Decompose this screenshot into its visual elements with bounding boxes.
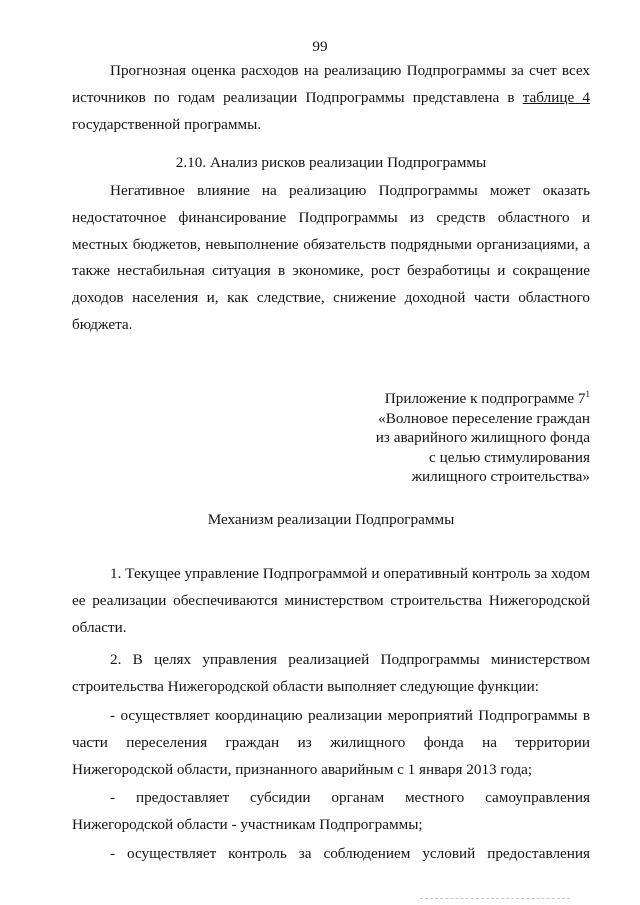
item-1: 1. Текущее управление Подпрограммой и оперативный контроль за ходом ее реализации обеспечиваются министерством строительства Нижегородской области.: [72, 565, 590, 636]
mechanism-items: [72, 561, 590, 868]
scan-footer-mark: [420, 898, 570, 901]
appendix-line-1: [340, 389, 590, 409]
appendix-line-2: «Волновое переселение граждан: [378, 409, 590, 427]
forecast-paragraph-block: [72, 58, 590, 138]
appendix-superscript: 1: [585, 388, 590, 399]
item-2a: - осуществляет координацию реализации мероприятий Подпрограммы в части переселения граждан из жилищного фонда на территории Нижегородской области, признанного аварийным с 1 января 2013 года;: [72, 706, 590, 778]
page-number: 99: [312, 38, 328, 55]
forecast-text: Прогнозная оценка расходов на реализацию Подпрограммы за счет всех источников по годам реализации Подпрограммы представлена в: [72, 62, 590, 106]
risk-paragraph: Негативное влияние на реализацию Подпрограммы может оказать недостаточное финансирование Подпрограммы из средств областного и местных бюджетов, невыполнение обязательств подрядными организациями, а также нестабильная ситуация в экономике, рост безработицы и сокращение доходов населения и, как следствие, снижение доходной части областного бюджета.: [72, 182, 590, 333]
appendix-line-4: с целью стимулирования: [429, 448, 590, 466]
item-2c-first-line: - осуществляет контроль за соблюдением условий предоставления: [110, 844, 590, 862]
risk-paragraph-block: [72, 178, 590, 339]
appendix-caption: [340, 389, 590, 487]
forecast-paragraph: [72, 58, 590, 138]
appendix-line-3: из аварийного жилищного фонда: [375, 429, 590, 447]
forecast-text-end: государственной программы.: [72, 115, 262, 133]
table-4-link[interactable]: таблице 4: [522, 88, 590, 106]
item-2: 2. В целях управления реализацией Подпрограммы министерством строительства Нижегородской области выполняет следующие функции:: [72, 651, 590, 696]
appendix-line-1-text: Приложение к подпрограмме 7: [384, 390, 586, 407]
item-2b-rest: Нижегородской области - участникам Подпрограммы;: [72, 816, 423, 834]
appendix-line-5: жилищного строительства»: [411, 468, 590, 486]
section-heading-risks: 2.10. Анализ рисков реализации Подпрограммы: [175, 154, 487, 171]
risk-heading-block: [72, 150, 590, 177]
mechanism-heading-block: [72, 507, 590, 534]
mechanism-heading: Механизм реализации Подпрограммы: [207, 511, 455, 528]
item-2b-first-line: - предоставляет субсидии органам местного самоуправления: [110, 789, 590, 807]
